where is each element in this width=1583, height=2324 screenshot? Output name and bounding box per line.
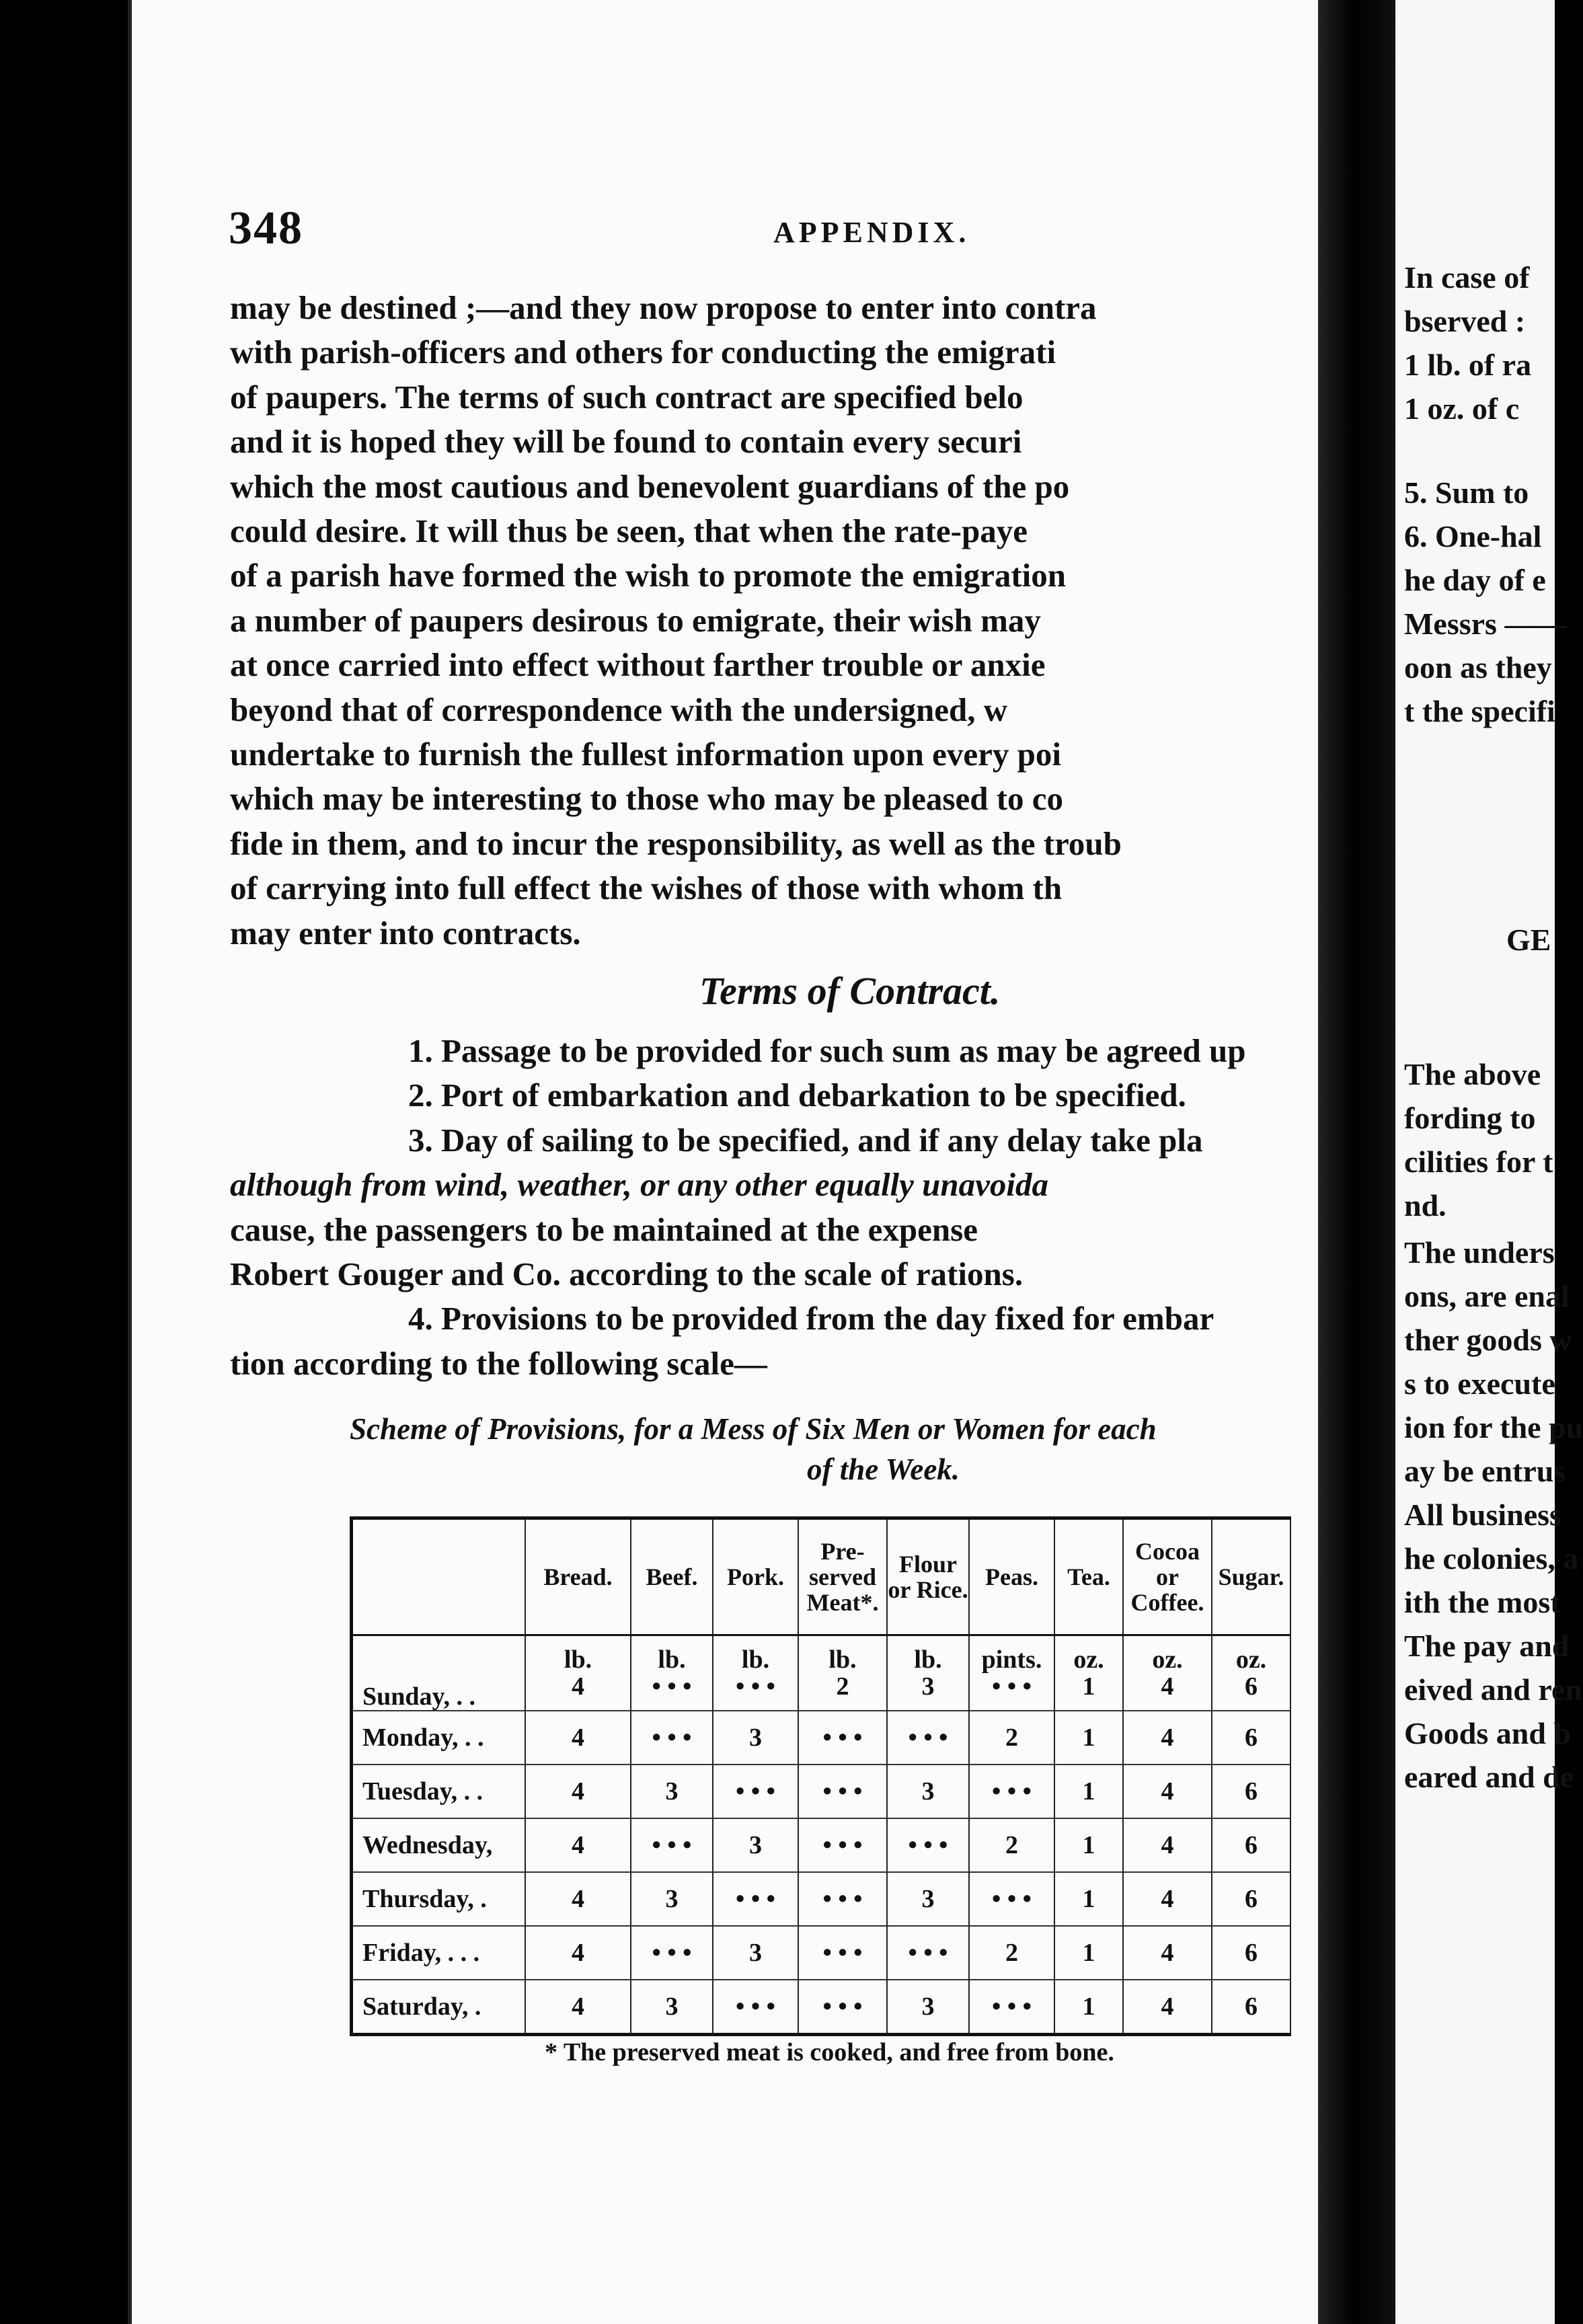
cell-value: • • • bbox=[736, 1672, 775, 1701]
footnote: * The preserved meat is cooked, and free from bone. bbox=[545, 2038, 1114, 2066]
terms-list bbox=[230, 1029, 1333, 1386]
adjacent-page-line: GE bbox=[1506, 923, 1551, 957]
value-cell bbox=[713, 1635, 798, 1711]
value-cell: 3 bbox=[887, 1980, 969, 2035]
body-line: may be destined ;—and they now propose to enter into contra bbox=[230, 289, 1097, 326]
table-row bbox=[352, 1818, 1291, 1872]
value-cell: • • • bbox=[798, 1818, 887, 1872]
column-header: Tea. bbox=[1054, 1518, 1123, 1635]
adjacent-page-line: All business bbox=[1404, 1498, 1561, 1532]
column-header: Cocoa or Coffee. bbox=[1123, 1518, 1212, 1635]
value-cell: 6 bbox=[1212, 1711, 1290, 1765]
day-cell: Friday, . . . bbox=[352, 1926, 526, 1980]
table-row bbox=[352, 1711, 1291, 1765]
value-cell: 3 bbox=[713, 1926, 798, 1980]
column-header: Beef. bbox=[631, 1518, 713, 1635]
body-line: beyond that of correspondence with the undersigned, w bbox=[230, 691, 1008, 728]
value-cell: 1 bbox=[1054, 1818, 1123, 1872]
value-cell: 6 bbox=[1212, 1818, 1290, 1872]
adjacent-page-line: ther goods w bbox=[1404, 1323, 1572, 1357]
day-cell: Tuesday, . . bbox=[352, 1765, 526, 1818]
value-cell: 4 bbox=[1123, 1765, 1212, 1818]
body-line: a number of paupers desirous to emigrate, their wish may bbox=[230, 601, 1041, 639]
adjacent-page-line: The pay and bbox=[1404, 1629, 1570, 1663]
column-header: Bread. bbox=[525, 1518, 631, 1635]
value-cell: 3 bbox=[631, 1872, 713, 1926]
value-cell bbox=[631, 1635, 713, 1711]
value-cell: 2 bbox=[969, 1926, 1054, 1980]
adjacent-page-line: 1 lb. of ra bbox=[1404, 348, 1532, 382]
adjacent-page-line: fording to bbox=[1404, 1101, 1536, 1135]
value-cell: 4 bbox=[1123, 1980, 1212, 2035]
term-item: tion according to the following scale— bbox=[230, 1344, 767, 1382]
value-cell: 2 bbox=[969, 1818, 1054, 1872]
term-item: although from wind, weather, or any other equally unavoida bbox=[230, 1166, 1049, 1204]
unit-label: oz. bbox=[1152, 1645, 1183, 1674]
value-cell: • • • bbox=[713, 1980, 798, 2035]
body-line: fide in them, and to incur the responsibility, as well as the troub bbox=[230, 824, 1122, 862]
column-header: Flour or Rice. bbox=[887, 1518, 969, 1635]
cell-value: 2 bbox=[836, 1672, 849, 1701]
adjacent-page-line: s to execute bbox=[1404, 1366, 1555, 1401]
value-cell: • • • bbox=[969, 1872, 1054, 1926]
value-cell: • • • bbox=[969, 1980, 1054, 2035]
value-cell: 1 bbox=[1054, 1926, 1123, 1980]
day-cell: Wednesday, bbox=[352, 1818, 526, 1872]
body-line: undertake to furnish the fullest information upon every poi bbox=[230, 736, 1061, 773]
body-line: of carrying into full effect the wishes of those with whom th bbox=[230, 869, 1063, 907]
adjacent-page-line: ith the most bbox=[1404, 1585, 1561, 1619]
adjacent-page-line: bserved : bbox=[1404, 304, 1526, 338]
value-cell: 4 bbox=[525, 1818, 631, 1872]
value-cell: • • • bbox=[798, 1926, 887, 1980]
value-cell: 3 bbox=[631, 1980, 713, 2035]
value-cell bbox=[798, 1635, 887, 1711]
value-cell bbox=[1054, 1635, 1123, 1711]
value-cell: 3 bbox=[713, 1818, 798, 1872]
adjacent-page-line: cilities for t bbox=[1404, 1145, 1553, 1179]
adjacent-page-line: ion for the pu bbox=[1404, 1410, 1583, 1444]
table-row bbox=[352, 1980, 1291, 2035]
value-cell: 1 bbox=[1054, 1711, 1123, 1765]
column-header: Sugar. bbox=[1212, 1518, 1290, 1635]
body-line: may enter into contracts. bbox=[230, 914, 581, 952]
table-row bbox=[352, 1926, 1291, 1980]
value-cell: 6 bbox=[1212, 1980, 1290, 2035]
body-line: of a parish have formed the wish to promote the emigration bbox=[230, 557, 1067, 594]
adjacent-page-line: nd. bbox=[1404, 1188, 1446, 1223]
value-cell: • • • bbox=[969, 1765, 1054, 1818]
adjacent-page-line: t the specifi bbox=[1404, 694, 1555, 728]
adjacent-page-line: ons, are enal bbox=[1404, 1279, 1570, 1313]
value-cell: 4 bbox=[525, 1872, 631, 1926]
term-item: 1. Passage to be provided for such sum as may be agreed up bbox=[408, 1032, 1246, 1069]
provisions-table bbox=[350, 1516, 1291, 2036]
body-line: of paupers. The terms of such contract are specified belo bbox=[230, 378, 1024, 416]
term-item: 4. Provisions to be provided from the day fixed for embar bbox=[408, 1300, 1214, 1338]
value-cell: 4 bbox=[1123, 1818, 1212, 1872]
body-line: at once carried into effect without farther trouble or anxie bbox=[230, 646, 1046, 684]
cell-value: 4 bbox=[572, 1672, 584, 1701]
body-line: which may be interesting to those who may be pleased to co bbox=[230, 780, 1064, 818]
term-item: 3. Day of sailing to be specified, and if any delay take pla bbox=[408, 1121, 1203, 1159]
adjacent-page-line: Goods and b bbox=[1404, 1716, 1572, 1750]
value-cell: 2 bbox=[969, 1711, 1054, 1765]
value-cell bbox=[1123, 1635, 1212, 1711]
adjacent-page-line: oon as they bbox=[1404, 650, 1552, 685]
cell-value: 6 bbox=[1245, 1672, 1258, 1701]
value-cell: 6 bbox=[1212, 1926, 1290, 1980]
adjacent-page-line: 5. Sum to bbox=[1404, 475, 1529, 510]
cell-value: • • • bbox=[652, 1672, 692, 1701]
body-line: which the most cautious and benevolent guardians of the po bbox=[230, 467, 1070, 505]
value-cell: • • • bbox=[713, 1765, 798, 1818]
day-cell: Monday, . . bbox=[352, 1711, 526, 1765]
body-paragraph bbox=[230, 286, 1333, 956]
column-header: Peas. bbox=[969, 1518, 1054, 1635]
cell-value: 3 bbox=[921, 1672, 935, 1701]
adjacent-page-line: ay be entrus bbox=[1404, 1454, 1566, 1488]
value-cell: • • • bbox=[631, 1926, 713, 1980]
adjacent-page-line: he day of e bbox=[1404, 563, 1546, 597]
unit-label: pints. bbox=[981, 1645, 1042, 1674]
unit-label: oz. bbox=[1235, 1645, 1267, 1674]
unit-label: lb. bbox=[741, 1645, 770, 1674]
value-cell: 4 bbox=[525, 1926, 631, 1980]
value-cell: • • • bbox=[798, 1711, 887, 1765]
value-cell: • • • bbox=[631, 1818, 713, 1872]
value-cell: • • • bbox=[798, 1765, 887, 1818]
column-header: Pre-served Meat*. bbox=[798, 1518, 887, 1635]
value-cell: 1 bbox=[1054, 1872, 1123, 1926]
adjacent-page-line: The above bbox=[1404, 1057, 1541, 1091]
term-item: 2. Port of embarkation and debarkation to be specified. bbox=[408, 1077, 1186, 1114]
day-cell: Saturday, . bbox=[352, 1980, 526, 2035]
value-cell bbox=[525, 1635, 631, 1711]
value-cell: • • • bbox=[887, 1711, 969, 1765]
cell-value: • • • bbox=[992, 1672, 1032, 1701]
adjacent-page-line: 1 oz. of c bbox=[1404, 391, 1520, 426]
adjacent-page-line: he colonies, a bbox=[1404, 1541, 1579, 1576]
value-cell: 4 bbox=[1123, 1711, 1212, 1765]
table-row bbox=[352, 1765, 1291, 1818]
column-header bbox=[352, 1518, 526, 1635]
body-line: and it is hoped they will be found to contain every securi bbox=[230, 423, 1022, 461]
value-cell: 3 bbox=[631, 1765, 713, 1818]
value-cell: • • • bbox=[798, 1980, 887, 2035]
adjacent-page-line: eared and de bbox=[1404, 1760, 1574, 1794]
adjacent-page-line: 6. One-hal bbox=[1404, 519, 1542, 553]
running-head: APPENDIX. bbox=[773, 216, 970, 249]
value-cell: 4 bbox=[525, 1765, 631, 1818]
value-cell: 6 bbox=[1212, 1765, 1290, 1818]
value-cell: • • • bbox=[798, 1872, 887, 1926]
day-cell: Thursday, . bbox=[352, 1872, 526, 1926]
day-cell: Sunday, . . bbox=[352, 1635, 526, 1711]
table-header-row bbox=[352, 1518, 1291, 1635]
value-cell: 3 bbox=[887, 1872, 969, 1926]
value-cell: 3 bbox=[713, 1711, 798, 1765]
value-cell bbox=[1212, 1635, 1290, 1711]
unit-label: lb. bbox=[658, 1645, 686, 1674]
adjacent-page-line: In case of bbox=[1404, 260, 1530, 295]
adjacent-page-line: eived and ren bbox=[1404, 1672, 1582, 1707]
table-row bbox=[352, 1872, 1291, 1926]
value-cell: • • • bbox=[887, 1926, 969, 1980]
value-cell: • • • bbox=[887, 1818, 969, 1872]
unit-label: oz. bbox=[1073, 1645, 1104, 1674]
value-cell: 4 bbox=[1123, 1872, 1212, 1926]
page-number: 348 bbox=[229, 202, 303, 254]
section-heading: Terms of Contract. bbox=[699, 969, 1001, 1013]
value-cell: 1 bbox=[1054, 1980, 1123, 2035]
cell-value: 1 bbox=[1082, 1672, 1095, 1701]
column-header: Pork. bbox=[713, 1518, 798, 1635]
adjacent-page-line: Messrs —— bbox=[1404, 607, 1567, 641]
page-header bbox=[229, 202, 1305, 256]
table-row bbox=[352, 1635, 1291, 1711]
unit-label: lb. bbox=[564, 1645, 592, 1674]
body-line: could desire. It will thus be seen, that when the rate-paye bbox=[230, 512, 1028, 550]
value-cell: • • • bbox=[631, 1711, 713, 1765]
value-cell bbox=[887, 1635, 969, 1711]
value-cell: 6 bbox=[1212, 1872, 1290, 1926]
value-cell: • • • bbox=[713, 1872, 798, 1926]
caption-line: of the Week. bbox=[807, 1452, 960, 1486]
unit-label: lb. bbox=[828, 1645, 857, 1674]
value-cell bbox=[969, 1635, 1054, 1711]
caption-line: Scheme of Provisions, for a Mess of Six Men or Women for each bbox=[350, 1412, 1157, 1446]
value-cell: 4 bbox=[525, 1980, 631, 2035]
value-cell: 4 bbox=[1123, 1926, 1212, 1980]
unit-label: lb. bbox=[914, 1645, 942, 1674]
term-item: cause, the passengers to be maintained at the expense bbox=[230, 1210, 978, 1248]
term-item: Robert Gouger and Co. according to the scale of rations. bbox=[230, 1255, 1024, 1293]
body-line: with parish-officers and others for conducting the emigrati bbox=[230, 334, 1056, 371]
value-cell: 4 bbox=[525, 1711, 631, 1765]
value-cell: 1 bbox=[1054, 1765, 1123, 1818]
adjacent-page-line: The unders bbox=[1404, 1235, 1555, 1270]
cell-value: 4 bbox=[1161, 1672, 1174, 1701]
table-caption bbox=[350, 1409, 1318, 1489]
value-cell: 3 bbox=[887, 1765, 969, 1818]
